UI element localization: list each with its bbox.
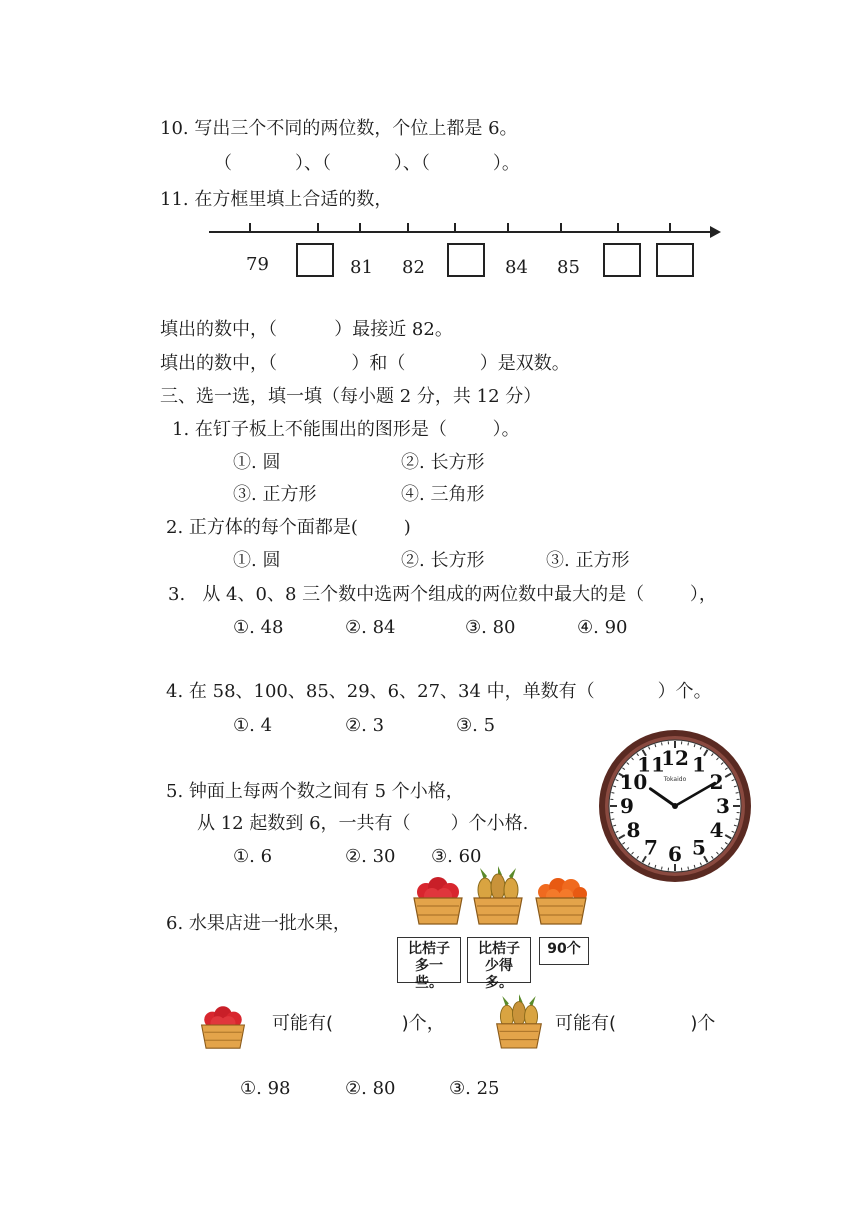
- clock-tick: [611, 819, 614, 820]
- sign-1-line-2: 多一些。: [415, 958, 443, 991]
- clock-tick: [661, 742, 662, 745]
- clock-number: 6: [668, 842, 682, 866]
- apple-basket-icon: [410, 870, 466, 926]
- choice-q5-stem-line2: 从 12 起数到 6，一共有（ ）个小格.: [197, 813, 529, 834]
- number-label-85: 85: [557, 257, 580, 278]
- sign-much-less-than-orange: [467, 937, 531, 991]
- choice-q2-option-1[interactable]: ①. 圆: [233, 550, 281, 571]
- choice-q3-option-4[interactable]: ④. 90: [577, 617, 628, 638]
- clock-tick: [611, 792, 614, 793]
- clock-tick: [736, 819, 739, 820]
- clock-number: 12: [661, 746, 689, 770]
- choice-q6-option-3[interactable]: ③. 25: [449, 1078, 500, 1099]
- choice-q2-stem: 2. 正方体的每个面都是( ): [166, 517, 411, 538]
- choice-q6-option-2[interactable]: ②. 80: [345, 1078, 396, 1099]
- fill-box-2[interactable]: [447, 243, 485, 277]
- clock-number: 10: [619, 770, 648, 794]
- choice-q5-stem: 5. 钟面上每两个数之间有 5 个小格，: [166, 781, 464, 802]
- clock-number: 8: [626, 818, 641, 842]
- choice-q4-option-1[interactable]: ①. 4: [233, 715, 273, 736]
- sign-1-line-1: 比桔子: [408, 941, 450, 957]
- clock-tick: [688, 867, 689, 870]
- fill-box-3[interactable]: [603, 243, 641, 277]
- number-label-82: 82: [402, 257, 425, 278]
- clock-number: 5: [692, 835, 706, 860]
- choice-q5-option-1[interactable]: ①. 6: [233, 846, 273, 867]
- choice-q1-option-3[interactable]: ③. 正方形: [233, 484, 317, 505]
- clock-number: 11: [637, 752, 665, 777]
- fill-box-1[interactable]: [296, 243, 334, 277]
- choice-q4-option-3[interactable]: ③. 5: [456, 715, 496, 736]
- choice-q1-option-1[interactable]: ①. 圆: [233, 452, 281, 473]
- clock-number: 9: [620, 794, 634, 818]
- choice-q1-option-2[interactable]: ②. 长方形: [401, 452, 485, 473]
- clock-number: 4: [709, 818, 724, 842]
- q11-stem: 11. 在方框里填上合适的数，: [160, 189, 393, 210]
- choice-q3-option-2[interactable]: ②. 84: [345, 617, 396, 638]
- choice-q3-stem: 3. 从 4、0、8 三个数中选两个组成的两位数中最大的是（ ），: [168, 584, 717, 605]
- clock-tick: [688, 742, 689, 745]
- pineapple-basket-small-icon: [493, 994, 545, 1050]
- apple-answer-line[interactable]: 可能有( )个，: [272, 1013, 445, 1034]
- fill-box-4[interactable]: [656, 243, 694, 277]
- q11-closest-line[interactable]: 填出的数中，（ ）最接近 82。: [160, 319, 453, 340]
- number-line: [205, 215, 725, 245]
- orange-basket-icon: [532, 870, 590, 926]
- clock-number: 1: [692, 752, 706, 777]
- apple-basket-small-icon: [198, 1000, 248, 1050]
- number-label-79: 79: [246, 254, 269, 275]
- number-label-84: 84: [505, 257, 528, 278]
- clock-number: 3: [716, 794, 730, 818]
- sign-more-than-orange: [397, 937, 461, 991]
- choice-q4-stem: 4. 在 58、100、85、29、6、27、34 中，单数有（ ）个。: [166, 681, 712, 702]
- q11-even-line[interactable]: 填出的数中，（ ）和（ ）是双数。: [160, 353, 570, 374]
- sign-2-line-1: 比桔子: [478, 941, 520, 957]
- q10-stem: 10. 写出三个不同的两位数，个位上都是 6。: [160, 118, 518, 139]
- choice-q6-option-1[interactable]: ①. 98: [240, 1078, 291, 1099]
- number-label-81: 81: [350, 257, 373, 278]
- clock-brand: Tokaido: [663, 776, 687, 783]
- choice-q1-option-4[interactable]: ④. 三角形: [401, 484, 485, 505]
- choice-q4-option-2[interactable]: ②. 3: [345, 715, 385, 736]
- choice-q1-stem: 1. 在钉子板上不能围出的图形是（ ）。: [172, 419, 520, 440]
- sign-3-line-1: 90个: [547, 941, 581, 957]
- choice-q2-option-2[interactable]: ②. 长方形: [401, 550, 485, 571]
- clock-number: 7: [644, 835, 658, 860]
- clock-tick: [661, 867, 662, 870]
- q10-answer-blanks[interactable]: （ ）、（ ）、（ ）。: [214, 153, 520, 174]
- wall-clock-icon: [595, 726, 755, 886]
- section-3-title: 三、选一选，填一填（每小题 2 分，共 12 分）: [160, 386, 542, 407]
- pineapple-basket-icon: [470, 866, 526, 926]
- pineapple-answer-line[interactable]: 可能有( )个: [555, 1013, 716, 1034]
- sign-2-line-2: 少得多。: [485, 958, 513, 991]
- sign-90: [539, 937, 589, 965]
- choice-q2-option-3[interactable]: ③. 正方形: [546, 550, 630, 571]
- choice-q3-option-3[interactable]: ③. 80: [465, 617, 516, 638]
- clock-tick: [736, 792, 739, 793]
- choice-q5-option-3[interactable]: ③. 60: [431, 846, 482, 867]
- choice-q3-option-1[interactable]: ①. 48: [233, 617, 284, 638]
- clock-number: 2: [709, 770, 724, 794]
- choice-q6-stem: 6. 水果店进一批水果，: [166, 913, 351, 934]
- choice-q5-option-2[interactable]: ②. 30: [345, 846, 396, 867]
